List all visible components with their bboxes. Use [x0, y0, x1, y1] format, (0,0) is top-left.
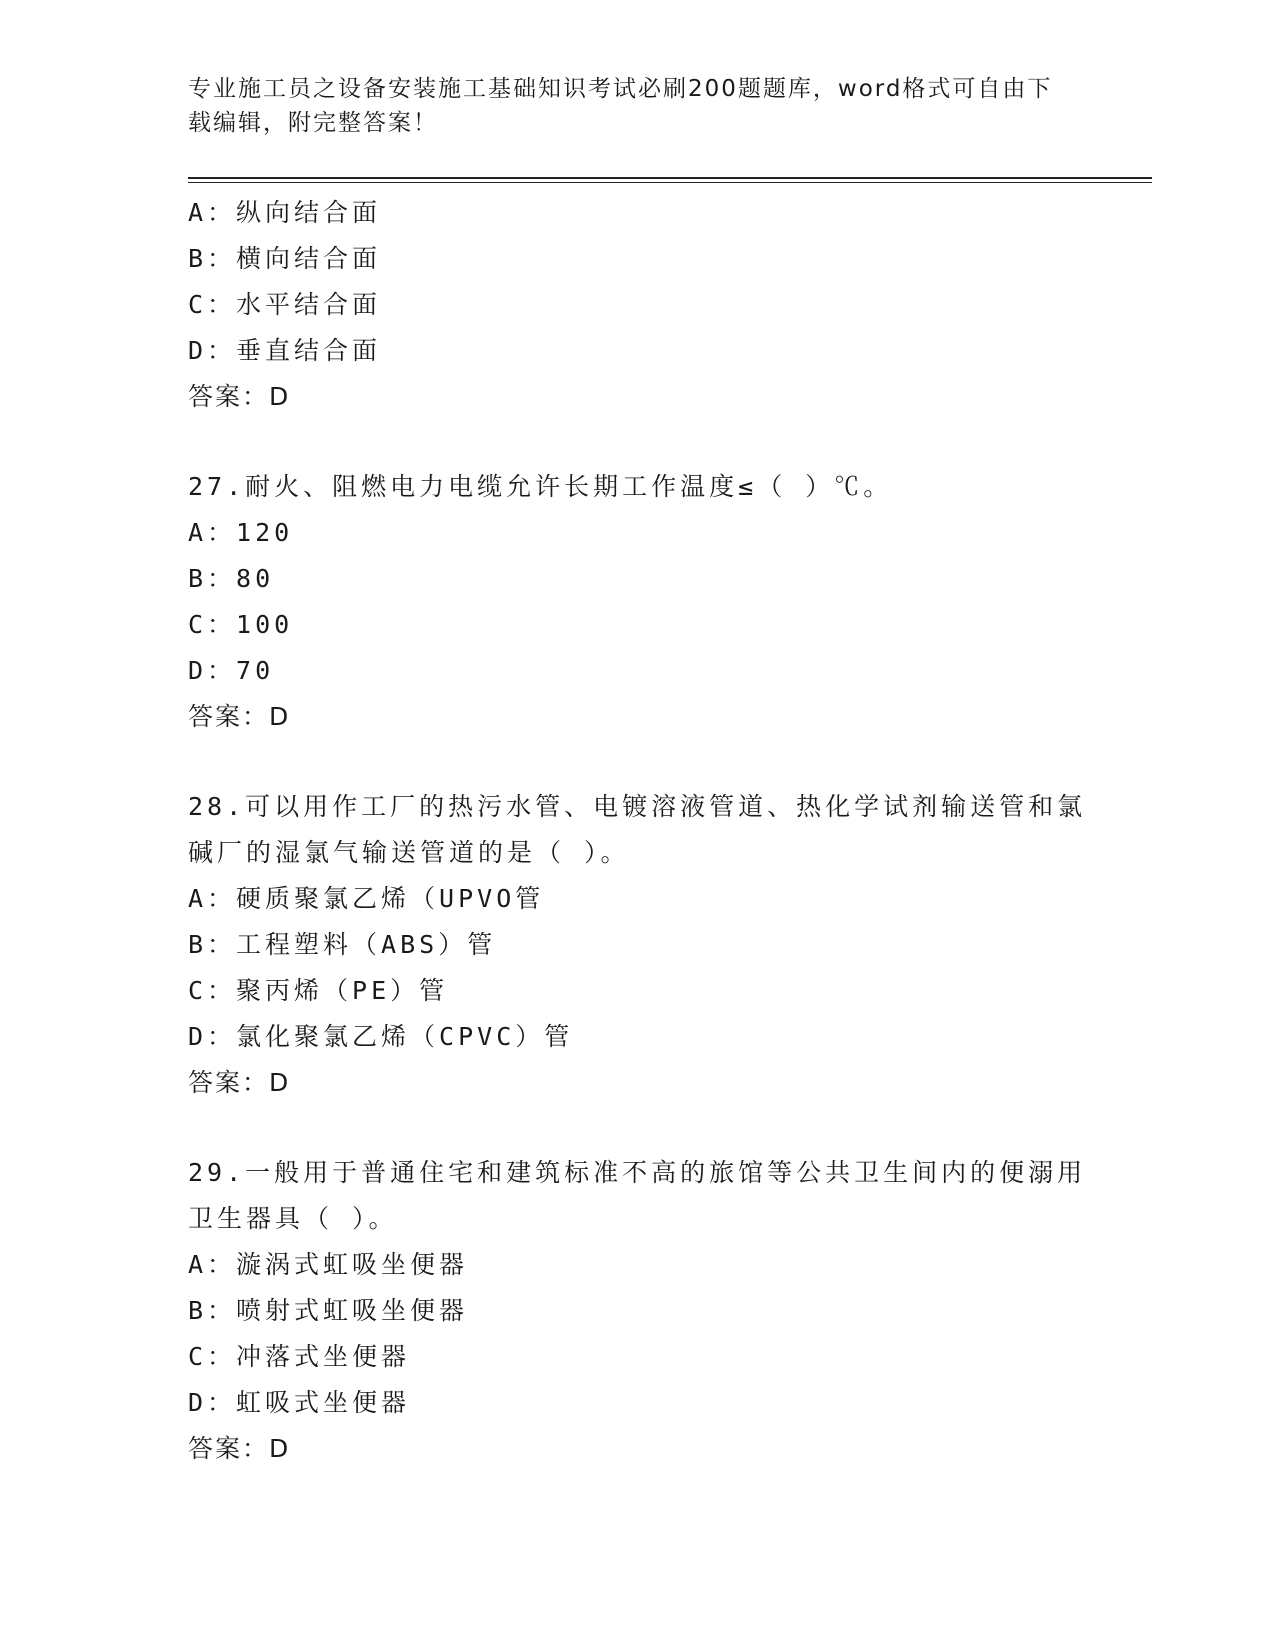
option-c: C：水平结合面 — [188, 290, 382, 319]
answer-line: 答案：D — [188, 1434, 291, 1463]
question-block-27 — [188, 464, 1088, 740]
answer-line: 答案：D — [188, 382, 291, 411]
answer-line: 答案：D — [188, 702, 291, 731]
answer-line: 答案：D — [188, 1068, 291, 1097]
option-a: A：纵向结合面 — [188, 198, 382, 227]
question-list — [188, 190, 1088, 1472]
option-b: B：工程塑料（ABS）管 — [188, 930, 497, 959]
question-block-29 — [188, 1150, 1088, 1472]
option-d: D：虹吸式坐便器 — [188, 1388, 411, 1417]
option-a: A：120 — [188, 518, 294, 547]
question-text: 27.耐火、阻燃电力电缆允许长期工作温度≤（ ）℃。 — [188, 472, 893, 501]
document-title: 专业施工员之设备安装施工基础知识考试必刷200题题库，word格式可自由下载编辑，附完整答案！ — [188, 76, 1053, 136]
option-d: D：70 — [188, 656, 275, 685]
option-d: D：氯化聚氯乙烯（CPVC）管 — [188, 1022, 574, 1051]
option-c: C：聚丙烯（PE）管 — [188, 976, 449, 1005]
question-block-28 — [188, 784, 1088, 1106]
question-text: 28.可以用作工厂的热污水管、电镀溶液管道、热化学试剂输送管和氯碱厂的湿氯气输送管道的是（ ）。 — [188, 792, 1087, 867]
option-b: B：80 — [188, 564, 275, 593]
option-a: A：硬质聚氯乙烯（UPVO管 — [188, 884, 545, 913]
option-d: D：垂直结合面 — [188, 336, 382, 365]
option-b: B：喷射式虹吸坐便器 — [188, 1296, 469, 1325]
question-block-continued — [188, 190, 1088, 420]
option-b: B：横向结合面 — [188, 244, 382, 273]
question-text: 29.一般用于普通住宅和建筑标准不高的旅馆等公共卫生间内的便溺用卫生器具（ ）。 — [188, 1158, 1087, 1233]
header-rule-thin — [188, 182, 1152, 183]
option-c: C：冲落式坐便器 — [188, 1342, 411, 1371]
header-rule-thick — [188, 177, 1152, 179]
option-c: C：100 — [188, 610, 294, 639]
option-a: A：漩涡式虹吸坐便器 — [188, 1250, 469, 1279]
